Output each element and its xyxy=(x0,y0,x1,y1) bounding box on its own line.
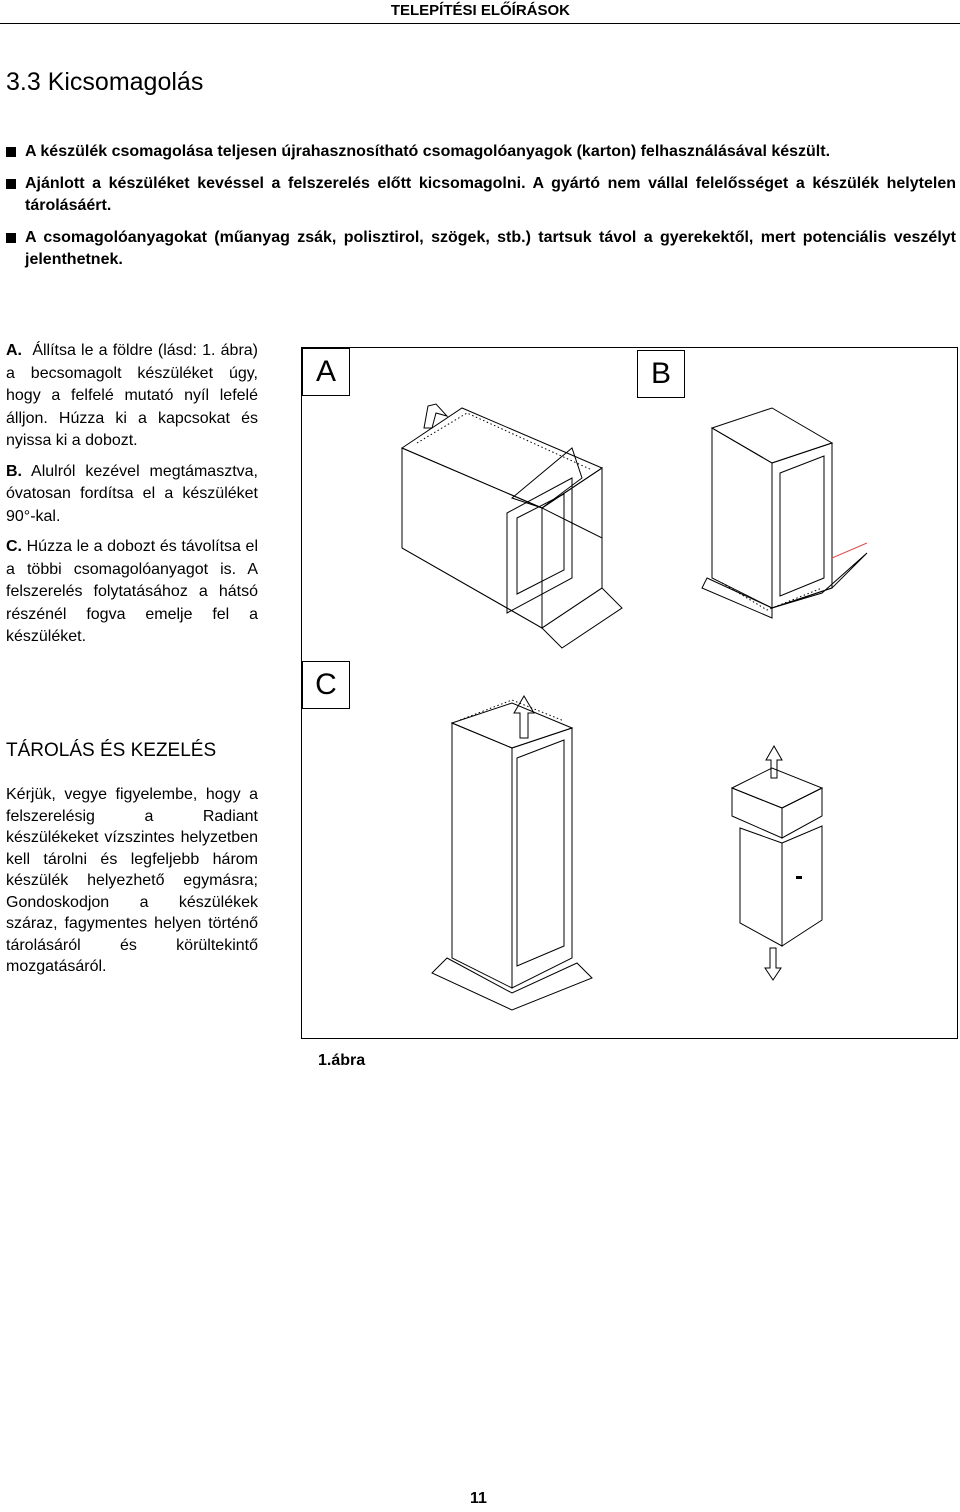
panel-label-c: C xyxy=(302,661,350,709)
unpacking-steps xyxy=(6,340,258,657)
storage-text: Kérjük, vegye figyelembe, hogy a felszerelésig a Radiant készülékeket vízszintes helyzetben kell tárolni és legfeljebb három készülék helyezhető egymásra; Gondoskodjon a készülékek száraz, fagymentes helyen történő tárolásáról és körültekintő mozgatásáról. xyxy=(6,786,258,975)
panel-label-b: B xyxy=(637,350,685,398)
arrow-up-icon xyxy=(424,404,447,428)
bullet-text: A készülék csomagolása teljesen újrahasznosítható csomagolóanyagok (karton) felhasználásával készült. xyxy=(25,143,831,160)
bullet-list xyxy=(6,141,956,281)
step-c xyxy=(6,536,258,649)
bullet-text: A csomagolóanyagokat (műanyag zsák, polisztirol, szögek, stb.) tartsuk távol a gyerekektől, mert potenciális veszélyt jelenthetnek. xyxy=(25,229,956,268)
lid-removal-drawing xyxy=(732,746,822,980)
step-b-text: Alulról kezével megtámasztva, óvatosan fordítsa el a készüléket 90°-kal. xyxy=(6,462,258,525)
step-b xyxy=(6,461,258,529)
step-c-letter: C. xyxy=(6,538,22,555)
page-header xyxy=(0,0,960,24)
step-a-text: Állítsa le a földre (lásd: 1. ábra) a becsomagolt készüléket úgy, hogy a felfelé mutató nyíl lefelé álljon. Húzza ki a kapcsokat és nyissa ki a dobozt. xyxy=(6,342,259,449)
upright-box-drawing xyxy=(702,408,867,618)
bullet-item xyxy=(6,141,956,163)
bullet-item xyxy=(6,227,956,271)
section-title: 3.3 Kicsomagolás xyxy=(6,68,204,96)
bullet-square-icon xyxy=(6,233,16,243)
bullet-square-icon xyxy=(6,179,16,189)
header-title: TELEPÍTÉSI ELŐÍRÁSOK xyxy=(390,2,570,19)
panel-label-a: A xyxy=(302,348,350,396)
step-a-letter: A. xyxy=(6,342,22,359)
figure-caption: 1.ábra xyxy=(318,1052,366,1069)
page-number: 11 xyxy=(470,1490,487,1507)
step-c-text: Húzza le a dobozt és távolítsa el a többi csomagolóanyagot is. A felszerelés folytatásához a hátsó részénél fogva emelje fel a készüléket. xyxy=(6,538,258,645)
bullet-item xyxy=(6,173,956,217)
bullet-text: Ajánlott a készüléket kevéssel a felszerelés előtt kicsomagolni. A gyártó nem vállal felelősséget a készülék helytelen tárolásáért. xyxy=(25,175,956,214)
open-box-drawing xyxy=(402,404,622,648)
header-rule xyxy=(0,23,960,24)
box-lift-drawing xyxy=(432,696,592,1010)
storage-title: TÁROLÁS ÉS KEZELÉS xyxy=(6,740,217,761)
arrow-down-icon xyxy=(765,948,781,980)
step-b-letter: B. xyxy=(6,462,22,480)
unpacking-illustration xyxy=(302,348,957,1038)
bullet-square-icon xyxy=(6,147,16,157)
arrow-up-icon xyxy=(766,746,782,778)
figure-box xyxy=(301,347,958,1039)
step-a xyxy=(6,340,258,453)
